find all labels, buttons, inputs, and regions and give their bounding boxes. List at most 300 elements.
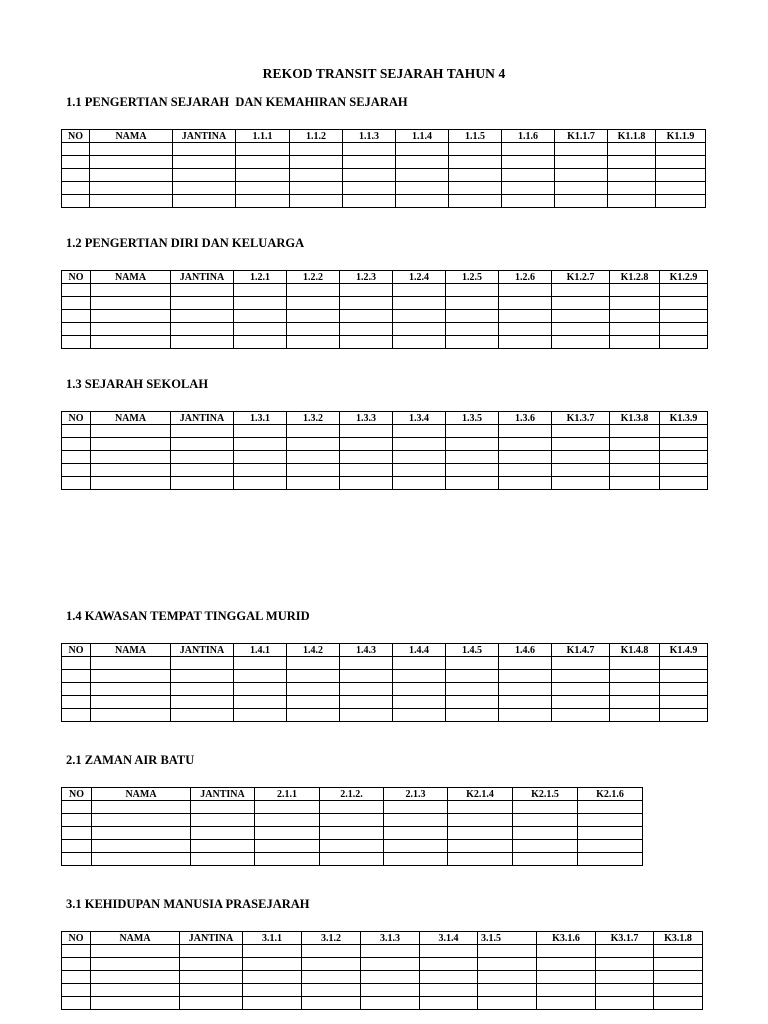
table-cell[interactable] xyxy=(499,683,552,696)
table-cell[interactable] xyxy=(191,801,255,814)
table-cell[interactable] xyxy=(654,997,703,1010)
table-cell[interactable] xyxy=(320,814,384,827)
table-cell[interactable] xyxy=(236,195,290,208)
table-cell[interactable] xyxy=(343,169,396,182)
table-cell[interactable] xyxy=(90,195,173,208)
table-cell[interactable] xyxy=(340,670,393,683)
table-cell[interactable] xyxy=(610,683,660,696)
table-cell[interactable] xyxy=(596,945,654,958)
table-cell[interactable] xyxy=(608,169,656,182)
table-cell[interactable] xyxy=(91,984,180,997)
table-cell[interactable] xyxy=(610,336,660,349)
table-cell[interactable] xyxy=(446,464,499,477)
table-cell[interactable] xyxy=(91,971,180,984)
table-cell[interactable] xyxy=(290,182,343,195)
table-cell[interactable] xyxy=(234,438,287,451)
table-cell[interactable] xyxy=(446,451,499,464)
table-cell[interactable] xyxy=(91,464,171,477)
table-cell[interactable] xyxy=(236,143,290,156)
table-cell[interactable] xyxy=(255,840,320,853)
table-cell[interactable] xyxy=(62,182,90,195)
table-cell[interactable] xyxy=(608,156,656,169)
table-cell[interactable] xyxy=(499,310,552,323)
table-cell[interactable] xyxy=(555,195,608,208)
table-cell[interactable] xyxy=(499,425,552,438)
table-cell[interactable] xyxy=(555,143,608,156)
table-cell[interactable] xyxy=(234,696,287,709)
table-cell[interactable] xyxy=(287,336,340,349)
table-cell[interactable] xyxy=(62,971,91,984)
table-cell[interactable] xyxy=(287,477,340,490)
table-cell[interactable] xyxy=(396,143,449,156)
table-cell[interactable] xyxy=(361,958,420,971)
table-cell[interactable] xyxy=(448,840,513,853)
table-cell[interactable] xyxy=(596,958,654,971)
table-cell[interactable] xyxy=(320,853,384,866)
table-cell[interactable] xyxy=(340,464,393,477)
table-cell[interactable] xyxy=(287,425,340,438)
table-cell[interactable] xyxy=(91,425,171,438)
table-cell[interactable] xyxy=(91,323,171,336)
table-cell[interactable] xyxy=(340,683,393,696)
table-cell[interactable] xyxy=(448,827,513,840)
table-cell[interactable] xyxy=(393,451,446,464)
table-cell[interactable] xyxy=(654,984,703,997)
table-cell[interactable] xyxy=(393,336,446,349)
table-cell[interactable] xyxy=(578,853,643,866)
table-cell[interactable] xyxy=(171,451,234,464)
table-cell[interactable] xyxy=(91,696,171,709)
table-cell[interactable] xyxy=(393,284,446,297)
table-cell[interactable] xyxy=(660,683,708,696)
table-cell[interactable] xyxy=(62,451,91,464)
table-cell[interactable] xyxy=(340,477,393,490)
table-cell[interactable] xyxy=(552,284,610,297)
table-cell[interactable] xyxy=(243,984,302,997)
table-cell[interactable] xyxy=(290,195,343,208)
table-cell[interactable] xyxy=(290,143,343,156)
table-cell[interactable] xyxy=(290,169,343,182)
table-cell[interactable] xyxy=(173,143,236,156)
table-cell[interactable] xyxy=(608,143,656,156)
table-cell[interactable] xyxy=(578,801,643,814)
table-cell[interactable] xyxy=(384,801,448,814)
table-cell[interactable] xyxy=(340,657,393,670)
table-cell[interactable] xyxy=(393,709,446,722)
table-cell[interactable] xyxy=(446,297,499,310)
table-cell[interactable] xyxy=(654,958,703,971)
table-cell[interactable] xyxy=(302,984,361,997)
table-cell[interactable] xyxy=(171,438,234,451)
table-cell[interactable] xyxy=(499,696,552,709)
table-cell[interactable] xyxy=(302,997,361,1010)
table-cell[interactable] xyxy=(513,853,578,866)
table-cell[interactable] xyxy=(610,438,660,451)
table-cell[interactable] xyxy=(656,169,706,182)
table-cell[interactable] xyxy=(287,284,340,297)
table-cell[interactable] xyxy=(287,310,340,323)
table-cell[interactable] xyxy=(393,477,446,490)
table-cell[interactable] xyxy=(449,156,502,169)
table-cell[interactable] xyxy=(502,156,555,169)
table-cell[interactable] xyxy=(448,853,513,866)
table-cell[interactable] xyxy=(191,827,255,840)
table-cell[interactable] xyxy=(91,670,171,683)
table-cell[interactable] xyxy=(62,683,91,696)
table-cell[interactable] xyxy=(420,997,478,1010)
table-cell[interactable] xyxy=(287,451,340,464)
table-cell[interactable] xyxy=(537,997,596,1010)
table-cell[interactable] xyxy=(62,801,92,814)
table-cell[interactable] xyxy=(610,425,660,438)
table-cell[interactable] xyxy=(320,801,384,814)
table-cell[interactable] xyxy=(610,284,660,297)
table-cell[interactable] xyxy=(446,709,499,722)
table-cell[interactable] xyxy=(396,156,449,169)
table-cell[interactable] xyxy=(499,438,552,451)
table-cell[interactable] xyxy=(180,971,243,984)
table-cell[interactable] xyxy=(361,971,420,984)
table-cell[interactable] xyxy=(502,143,555,156)
table-cell[interactable] xyxy=(499,451,552,464)
table-cell[interactable] xyxy=(302,945,361,958)
table-cell[interactable] xyxy=(478,971,537,984)
table-cell[interactable] xyxy=(255,853,320,866)
table-cell[interactable] xyxy=(171,657,234,670)
table-cell[interactable] xyxy=(660,696,708,709)
table-cell[interactable] xyxy=(660,323,708,336)
table-cell[interactable] xyxy=(478,958,537,971)
table-cell[interactable] xyxy=(340,709,393,722)
table-cell[interactable] xyxy=(173,156,236,169)
table-cell[interactable] xyxy=(610,451,660,464)
table-cell[interactable] xyxy=(234,297,287,310)
table-cell[interactable] xyxy=(343,195,396,208)
table-cell[interactable] xyxy=(62,984,91,997)
table-cell[interactable] xyxy=(171,323,234,336)
table-cell[interactable] xyxy=(91,683,171,696)
table-cell[interactable] xyxy=(446,438,499,451)
table-cell[interactable] xyxy=(255,801,320,814)
table-cell[interactable] xyxy=(446,477,499,490)
table-cell[interactable] xyxy=(660,709,708,722)
table-cell[interactable] xyxy=(91,477,171,490)
table-cell[interactable] xyxy=(91,945,180,958)
table-cell[interactable] xyxy=(91,657,171,670)
table-cell[interactable] xyxy=(499,336,552,349)
table-cell[interactable] xyxy=(656,143,706,156)
table-cell[interactable] xyxy=(537,984,596,997)
table-cell[interactable] xyxy=(340,284,393,297)
table-cell[interactable] xyxy=(340,323,393,336)
table-cell[interactable] xyxy=(499,657,552,670)
table-cell[interactable] xyxy=(62,657,91,670)
table-cell[interactable] xyxy=(191,853,255,866)
table-cell[interactable] xyxy=(537,945,596,958)
table-cell[interactable] xyxy=(499,297,552,310)
table-cell[interactable] xyxy=(393,657,446,670)
table-cell[interactable] xyxy=(62,323,91,336)
table-cell[interactable] xyxy=(499,477,552,490)
table-cell[interactable] xyxy=(62,195,90,208)
table-cell[interactable] xyxy=(243,958,302,971)
table-cell[interactable] xyxy=(62,853,92,866)
table-cell[interactable] xyxy=(502,182,555,195)
table-cell[interactable] xyxy=(660,336,708,349)
table-cell[interactable] xyxy=(513,814,578,827)
table-cell[interactable] xyxy=(393,464,446,477)
table-cell[interactable] xyxy=(180,958,243,971)
table-cell[interactable] xyxy=(596,997,654,1010)
table-cell[interactable] xyxy=(236,169,290,182)
table-cell[interactable] xyxy=(552,323,610,336)
table-cell[interactable] xyxy=(62,169,90,182)
table-cell[interactable] xyxy=(234,451,287,464)
table-cell[interactable] xyxy=(393,297,446,310)
table-cell[interactable] xyxy=(91,284,171,297)
table-cell[interactable] xyxy=(255,827,320,840)
table-cell[interactable] xyxy=(243,945,302,958)
table-cell[interactable] xyxy=(234,310,287,323)
table-cell[interactable] xyxy=(610,709,660,722)
table-cell[interactable] xyxy=(236,156,290,169)
table-cell[interactable] xyxy=(91,958,180,971)
table-cell[interactable] xyxy=(340,425,393,438)
table-cell[interactable] xyxy=(555,169,608,182)
table-cell[interactable] xyxy=(90,143,173,156)
table-cell[interactable] xyxy=(660,297,708,310)
table-cell[interactable] xyxy=(180,945,243,958)
table-cell[interactable] xyxy=(384,840,448,853)
table-cell[interactable] xyxy=(446,310,499,323)
table-cell[interactable] xyxy=(62,310,91,323)
table-cell[interactable] xyxy=(191,814,255,827)
table-cell[interactable] xyxy=(62,827,92,840)
table-cell[interactable] xyxy=(91,709,171,722)
table-cell[interactable] xyxy=(449,143,502,156)
table-cell[interactable] xyxy=(656,182,706,195)
table-cell[interactable] xyxy=(449,195,502,208)
table-cell[interactable] xyxy=(180,984,243,997)
table-cell[interactable] xyxy=(302,958,361,971)
table-cell[interactable] xyxy=(502,195,555,208)
table-cell[interactable] xyxy=(448,801,513,814)
table-cell[interactable] xyxy=(610,323,660,336)
table-cell[interactable] xyxy=(320,827,384,840)
table-cell[interactable] xyxy=(287,438,340,451)
table-cell[interactable] xyxy=(420,958,478,971)
table-cell[interactable] xyxy=(396,169,449,182)
table-cell[interactable] xyxy=(578,840,643,853)
table-cell[interactable] xyxy=(478,984,537,997)
table-cell[interactable] xyxy=(660,670,708,683)
table-cell[interactable] xyxy=(171,683,234,696)
table-cell[interactable] xyxy=(243,997,302,1010)
table-cell[interactable] xyxy=(393,425,446,438)
table-cell[interactable] xyxy=(91,336,171,349)
table-cell[interactable] xyxy=(91,997,180,1010)
table-cell[interactable] xyxy=(62,814,92,827)
table-cell[interactable] xyxy=(608,195,656,208)
table-cell[interactable] xyxy=(92,853,191,866)
table-cell[interactable] xyxy=(287,464,340,477)
table-cell[interactable] xyxy=(234,464,287,477)
table-cell[interactable] xyxy=(62,696,91,709)
table-cell[interactable] xyxy=(171,297,234,310)
table-cell[interactable] xyxy=(92,814,191,827)
table-cell[interactable] xyxy=(320,840,384,853)
table-cell[interactable] xyxy=(290,156,343,169)
table-cell[interactable] xyxy=(91,310,171,323)
table-cell[interactable] xyxy=(234,683,287,696)
table-cell[interactable] xyxy=(340,438,393,451)
table-cell[interactable] xyxy=(90,182,173,195)
table-cell[interactable] xyxy=(660,284,708,297)
table-cell[interactable] xyxy=(62,336,91,349)
table-cell[interactable] xyxy=(555,156,608,169)
table-cell[interactable] xyxy=(499,284,552,297)
table-cell[interactable] xyxy=(90,156,173,169)
table-cell[interactable] xyxy=(596,984,654,997)
table-cell[interactable] xyxy=(173,169,236,182)
table-cell[interactable] xyxy=(62,477,91,490)
table-cell[interactable] xyxy=(62,958,91,971)
table-cell[interactable] xyxy=(91,297,171,310)
table-cell[interactable] xyxy=(660,451,708,464)
table-cell[interactable] xyxy=(62,997,91,1010)
table-cell[interactable] xyxy=(340,451,393,464)
table-cell[interactable] xyxy=(420,984,478,997)
table-cell[interactable] xyxy=(396,182,449,195)
table-cell[interactable] xyxy=(340,297,393,310)
table-cell[interactable] xyxy=(478,997,537,1010)
table-cell[interactable] xyxy=(420,945,478,958)
table-cell[interactable] xyxy=(62,425,91,438)
table-cell[interactable] xyxy=(552,477,610,490)
table-cell[interactable] xyxy=(171,284,234,297)
table-cell[interactable] xyxy=(287,696,340,709)
table-cell[interactable] xyxy=(92,840,191,853)
table-cell[interactable] xyxy=(552,657,610,670)
table-cell[interactable] xyxy=(660,438,708,451)
table-cell[interactable] xyxy=(236,182,290,195)
table-cell[interactable] xyxy=(234,477,287,490)
table-cell[interactable] xyxy=(234,323,287,336)
table-cell[interactable] xyxy=(654,971,703,984)
table-cell[interactable] xyxy=(513,801,578,814)
table-cell[interactable] xyxy=(343,156,396,169)
table-cell[interactable] xyxy=(610,657,660,670)
table-cell[interactable] xyxy=(287,657,340,670)
table-cell[interactable] xyxy=(234,709,287,722)
table-cell[interactable] xyxy=(552,336,610,349)
table-cell[interactable] xyxy=(578,814,643,827)
table-cell[interactable] xyxy=(234,336,287,349)
table-cell[interactable] xyxy=(552,696,610,709)
table-cell[interactable] xyxy=(302,971,361,984)
table-cell[interactable] xyxy=(446,670,499,683)
table-cell[interactable] xyxy=(660,425,708,438)
table-cell[interactable] xyxy=(513,827,578,840)
table-cell[interactable] xyxy=(446,657,499,670)
table-cell[interactable] xyxy=(171,464,234,477)
table-cell[interactable] xyxy=(92,801,191,814)
table-cell[interactable] xyxy=(660,310,708,323)
table-cell[interactable] xyxy=(393,670,446,683)
table-cell[interactable] xyxy=(656,156,706,169)
table-cell[interactable] xyxy=(478,945,537,958)
table-cell[interactable] xyxy=(446,683,499,696)
table-cell[interactable] xyxy=(191,840,255,853)
table-cell[interactable] xyxy=(608,182,656,195)
table-cell[interactable] xyxy=(171,310,234,323)
table-cell[interactable] xyxy=(287,683,340,696)
table-cell[interactable] xyxy=(234,284,287,297)
table-cell[interactable] xyxy=(171,670,234,683)
table-cell[interactable] xyxy=(499,464,552,477)
table-cell[interactable] xyxy=(173,182,236,195)
table-cell[interactable] xyxy=(552,451,610,464)
table-cell[interactable] xyxy=(62,840,92,853)
table-cell[interactable] xyxy=(393,683,446,696)
table-cell[interactable] xyxy=(660,657,708,670)
table-cell[interactable] xyxy=(361,997,420,1010)
table-cell[interactable] xyxy=(552,438,610,451)
table-cell[interactable] xyxy=(62,438,91,451)
table-cell[interactable] xyxy=(552,425,610,438)
table-cell[interactable] xyxy=(343,143,396,156)
table-cell[interactable] xyxy=(255,814,320,827)
table-cell[interactable] xyxy=(552,464,610,477)
table-cell[interactable] xyxy=(62,670,91,683)
table-cell[interactable] xyxy=(656,195,706,208)
table-cell[interactable] xyxy=(171,477,234,490)
table-cell[interactable] xyxy=(660,464,708,477)
table-cell[interactable] xyxy=(234,657,287,670)
table-cell[interactable] xyxy=(610,297,660,310)
table-cell[interactable] xyxy=(610,464,660,477)
table-cell[interactable] xyxy=(180,997,243,1010)
table-cell[interactable] xyxy=(171,336,234,349)
table-cell[interactable] xyxy=(502,169,555,182)
table-cell[interactable] xyxy=(446,284,499,297)
table-cell[interactable] xyxy=(537,958,596,971)
table-cell[interactable] xyxy=(393,310,446,323)
table-cell[interactable] xyxy=(62,709,91,722)
table-cell[interactable] xyxy=(62,297,91,310)
table-cell[interactable] xyxy=(393,323,446,336)
table-cell[interactable] xyxy=(171,696,234,709)
table-cell[interactable] xyxy=(446,323,499,336)
table-cell[interactable] xyxy=(92,827,191,840)
table-cell[interactable] xyxy=(62,464,91,477)
table-cell[interactable] xyxy=(62,156,90,169)
table-cell[interactable] xyxy=(234,670,287,683)
table-cell[interactable] xyxy=(449,169,502,182)
table-cell[interactable] xyxy=(499,670,552,683)
table-cell[interactable] xyxy=(173,195,236,208)
table-cell[interactable] xyxy=(287,670,340,683)
table-cell[interactable] xyxy=(91,451,171,464)
table-cell[interactable] xyxy=(446,425,499,438)
table-cell[interactable] xyxy=(610,696,660,709)
table-cell[interactable] xyxy=(446,696,499,709)
table-cell[interactable] xyxy=(234,425,287,438)
table-cell[interactable] xyxy=(62,284,91,297)
table-cell[interactable] xyxy=(361,945,420,958)
table-cell[interactable] xyxy=(90,169,173,182)
table-cell[interactable] xyxy=(552,709,610,722)
